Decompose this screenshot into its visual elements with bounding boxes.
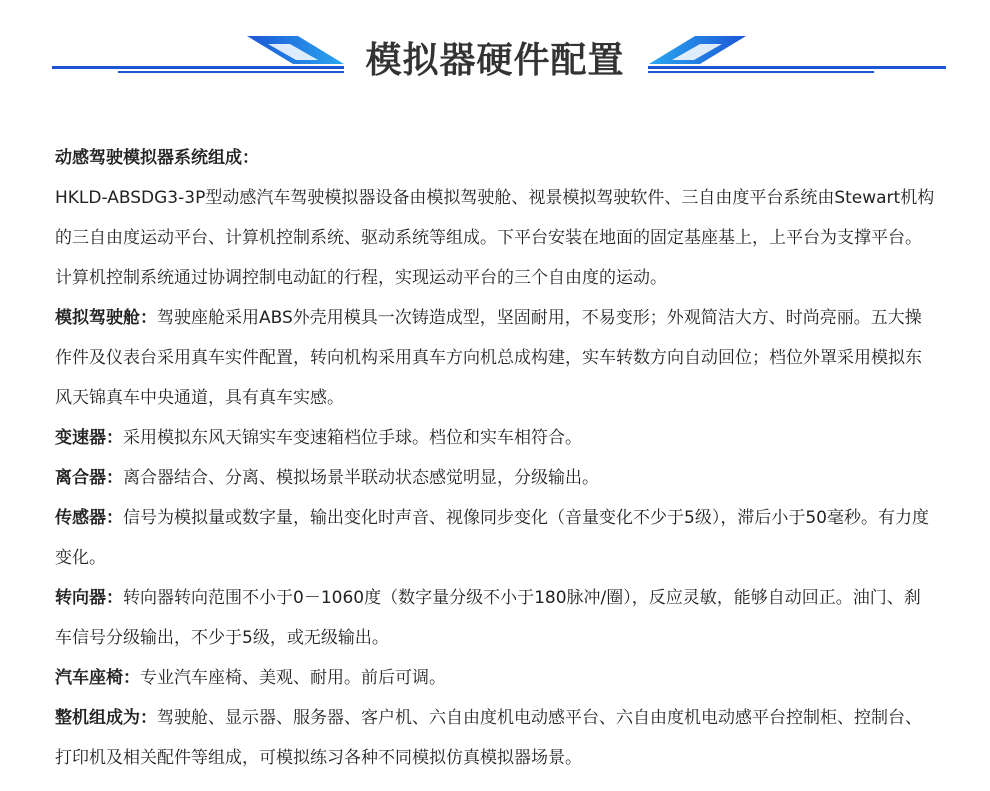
paragraph-text: 离合器结合、分离、模拟场景半联动状态感觉明显，分级输出。	[123, 468, 599, 488]
section-header	[0, 0, 990, 110]
paragraph-text: 采用模拟东风天锦实车变速箱档位手球。档位和实车相符合。	[123, 428, 582, 448]
page-title: 模拟器硬件配置	[365, 40, 625, 81]
paragraph-text: 专业汽车座椅、美观、耐用。前后可调。	[140, 668, 446, 688]
content-body	[55, 138, 935, 778]
paragraph-text: 信号为模拟量或数字量，输出变化时声音、视像同步变化（音量变化不少于5级），滞后小于50毫秒。有力度变化。	[55, 508, 929, 568]
paragraph-system-heading	[55, 138, 935, 178]
paragraph-composition	[55, 698, 935, 778]
paragraph-sensor	[55, 498, 935, 578]
paragraph-text: HKLD-ABSDG3-3P型动感汽车驾驶模拟器设备由模拟驾驶舱、视景模拟驾驶软件、三自由度平台系统由Stewart机构的三自由度运动平台、计算机控制系统、驱动系统等组成。下平台安装在地面的固定基座基上，上平台为支撑平台。计算机控制系统通过协调控制电动缸的行程，实现运动平台的三个自由度的运动。	[55, 188, 935, 288]
paragraph-label: 汽车座椅：	[55, 668, 140, 688]
paragraph-gearbox	[55, 418, 935, 458]
paragraph-label: 动感驾驶模拟器系统组成：	[55, 148, 259, 168]
paragraph-label: 模拟驾驶舱：	[55, 308, 157, 328]
paragraph-text: 驾驶舱、显示器、服务器、客户机、六自由度机电动感平台、六自由度机电动感平台控制柜、控制台、打印机及相关配件等组成，可模拟练习各种不同模拟仿真模拟器场景。	[55, 708, 922, 768]
paragraph-cockpit	[55, 298, 935, 418]
paragraph-seat	[55, 658, 935, 698]
paragraph-label: 整机组成为：	[55, 708, 157, 728]
paragraph-text: 驾驶座舱采用ABS外壳用模具一次铸造成型，坚固耐用，不易变形；外观简洁大方、时尚亮丽。五大操作件及仪表台采用真车实件配置，转向机构采用真车方向机总成构建，实车转数方向自动回位；档位外罩采用模拟东风天锦真车中央通道，具有真车实感。	[55, 308, 922, 408]
paragraph-label: 转向器：	[55, 588, 123, 608]
paragraph-label: 离合器：	[55, 468, 123, 488]
paragraph-clutch	[55, 458, 935, 498]
paragraph-label: 传感器：	[55, 508, 123, 528]
paragraph-system-description	[55, 178, 935, 298]
paragraph-text: 转向器转向范围不小于0－1060度（数字量分级不小于180脉冲/圈），反应灵敏，能够自动回正。油门、刹车信号分级输出，不少于5级，或无级输出。	[55, 588, 921, 648]
paragraph-steering	[55, 578, 935, 658]
paragraph-label: 变速器：	[55, 428, 123, 448]
